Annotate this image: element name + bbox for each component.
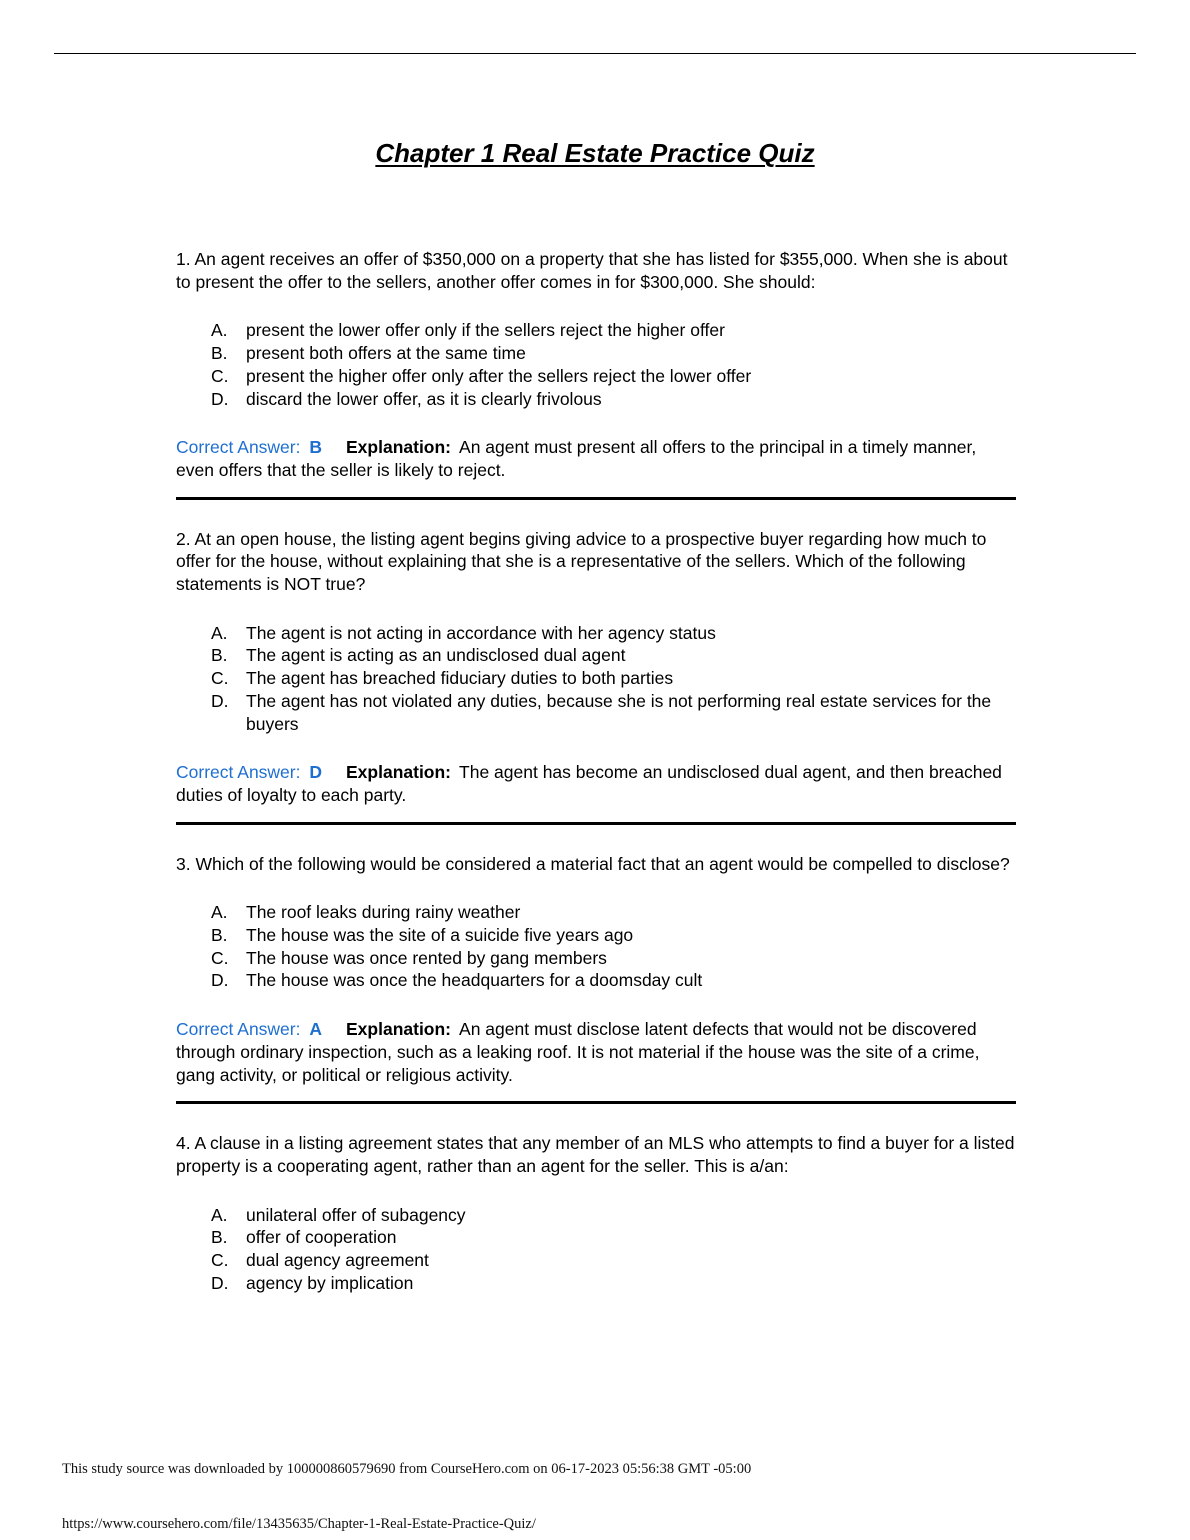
question-3 (176, 853, 1016, 1105)
option-letter: A. (211, 622, 228, 643)
question-2 (176, 528, 1016, 825)
question-text: 2. At an open house, the listing agent begins giving advice to a prospective buyer regarding how much to offer for the house, without explaining that she is a representative of the sellers. Which of the following statements is NOT true? (176, 528, 987, 595)
question-divider (176, 497, 1016, 500)
top-rule (54, 53, 1136, 54)
option-list (176, 622, 1016, 736)
answer-block (176, 761, 1016, 806)
correct-answer-letter: A (309, 1019, 322, 1040)
quiz-content (176, 248, 1016, 1295)
option-c (176, 667, 1016, 690)
question-4 (176, 1132, 1016, 1294)
page-title: Chapter 1 Real Estate Practice Quiz (375, 138, 815, 168)
option-letter: C. (211, 1250, 229, 1271)
question-text: 4. A clause in a listing agreement states that any member of an MLS who attempts to find a buyer for a listed property is a cooperating agent, rather than an agent for the seller. This is a/an: (176, 1133, 1015, 1176)
option-b (176, 924, 1016, 947)
footer-url[interactable]: https://www.coursehero.com/file/13435635/Chapter-1-Real-Estate-Practice-Quiz/ (62, 1516, 536, 1532)
correct-answer-label: Correct Answer: (176, 437, 301, 458)
explanation-label: Explanation: (346, 1019, 452, 1040)
question-1 (176, 248, 1016, 500)
explanation-text: An agent must present all offers to the principal in a timely manner, even offers that the seller is likely to reject. (176, 437, 977, 480)
option-list (176, 901, 1016, 992)
correct-answer-label: Correct Answer: (176, 762, 301, 783)
explanation-label: Explanation: (346, 762, 452, 783)
option-text: unilateral offer of subagency (246, 1204, 466, 1225)
option-text: The agent is acting as an undisclosed dual agent (246, 645, 626, 666)
option-a (176, 622, 1016, 645)
option-d (176, 969, 1016, 992)
option-text: offer of cooperation (246, 1227, 397, 1248)
option-d (176, 388, 1016, 411)
explanation-label: Explanation: (346, 437, 452, 458)
option-letter: D. (211, 690, 229, 711)
question-divider (176, 1101, 1016, 1104)
option-c (176, 365, 1016, 388)
question-divider (176, 822, 1016, 825)
option-text: The house was the site of a suicide five years ago (246, 925, 634, 946)
question-text: 1. An agent receives an offer of $350,000 on a property that she has listed for $355,000. When she is about to present the offer to the sellers, another offer comes in for $300,000. She should: (176, 249, 1008, 292)
option-b (176, 644, 1016, 667)
option-letter: B. (211, 1227, 228, 1248)
explanation-text: The agent has become an undisclosed dual agent, and then breached duties of loyalty to each party. (176, 762, 1002, 805)
option-text: The roof leaks during rainy weather (246, 902, 521, 923)
option-a (176, 319, 1016, 342)
correct-answer-letter: D (309, 762, 322, 783)
option-text: dual agency agreement (246, 1250, 429, 1271)
option-text: discard the lower offer, as it is clearly frivolous (246, 388, 602, 409)
option-d (176, 690, 1016, 735)
answer-block (176, 1018, 1016, 1086)
option-text: The agent is not acting in accordance with her agency status (246, 622, 716, 643)
option-b (176, 342, 1016, 365)
option-a (176, 1204, 1016, 1227)
option-c (176, 947, 1016, 970)
option-text: The agent has not violated any duties, because she is not performing real estate services for the buyers (246, 690, 992, 734)
question-text: 3. Which of the following would be considered a material fact that an agent would be compelled to disclose? (176, 853, 1010, 874)
explanation-text: An agent must disclose latent defects that would not be discovered through ordinary inspection, such as a leaking roof. It is not material if the house was the site of a crime, gang activity, or political or religious activity. (176, 1019, 980, 1085)
option-letter: A. (211, 902, 228, 923)
correct-answer-letter: B (309, 437, 322, 458)
option-text: The house was once the headquarters for a doomsday cult (246, 970, 703, 991)
option-letter: C. (211, 947, 229, 968)
option-text: present the lower offer only if the sellers reject the higher offer (246, 320, 725, 341)
option-a (176, 901, 1016, 924)
option-letter: B. (211, 925, 228, 946)
option-letter: D. (211, 1272, 229, 1293)
option-c (176, 1249, 1016, 1272)
option-text: agency by implication (246, 1272, 414, 1293)
option-letter: C. (211, 365, 229, 386)
option-text: The agent has breached fiduciary duties to both parties (246, 668, 674, 689)
option-text: present both offers at the same time (246, 343, 526, 364)
option-list (176, 319, 1016, 410)
option-letter: C. (211, 668, 229, 689)
option-text: present the higher offer only after the sellers reject the lower offer (246, 365, 752, 386)
option-letter: A. (211, 320, 228, 341)
option-letter: B. (211, 343, 228, 364)
option-letter: D. (211, 970, 229, 991)
option-list (176, 1204, 1016, 1295)
footer-source-note: This study source was downloaded by 100000860579690 from CourseHero.com on 06-17-2023 05:56:38 GMT -05:00 (62, 1461, 752, 1477)
answer-block (176, 436, 1016, 481)
option-letter: B. (211, 645, 228, 666)
option-letter: A. (211, 1204, 228, 1225)
option-letter: D. (211, 388, 229, 409)
option-d (176, 1272, 1016, 1295)
option-text: The house was once rented by gang members (246, 947, 607, 968)
correct-answer-label: Correct Answer: (176, 1019, 301, 1040)
option-b (176, 1226, 1016, 1249)
